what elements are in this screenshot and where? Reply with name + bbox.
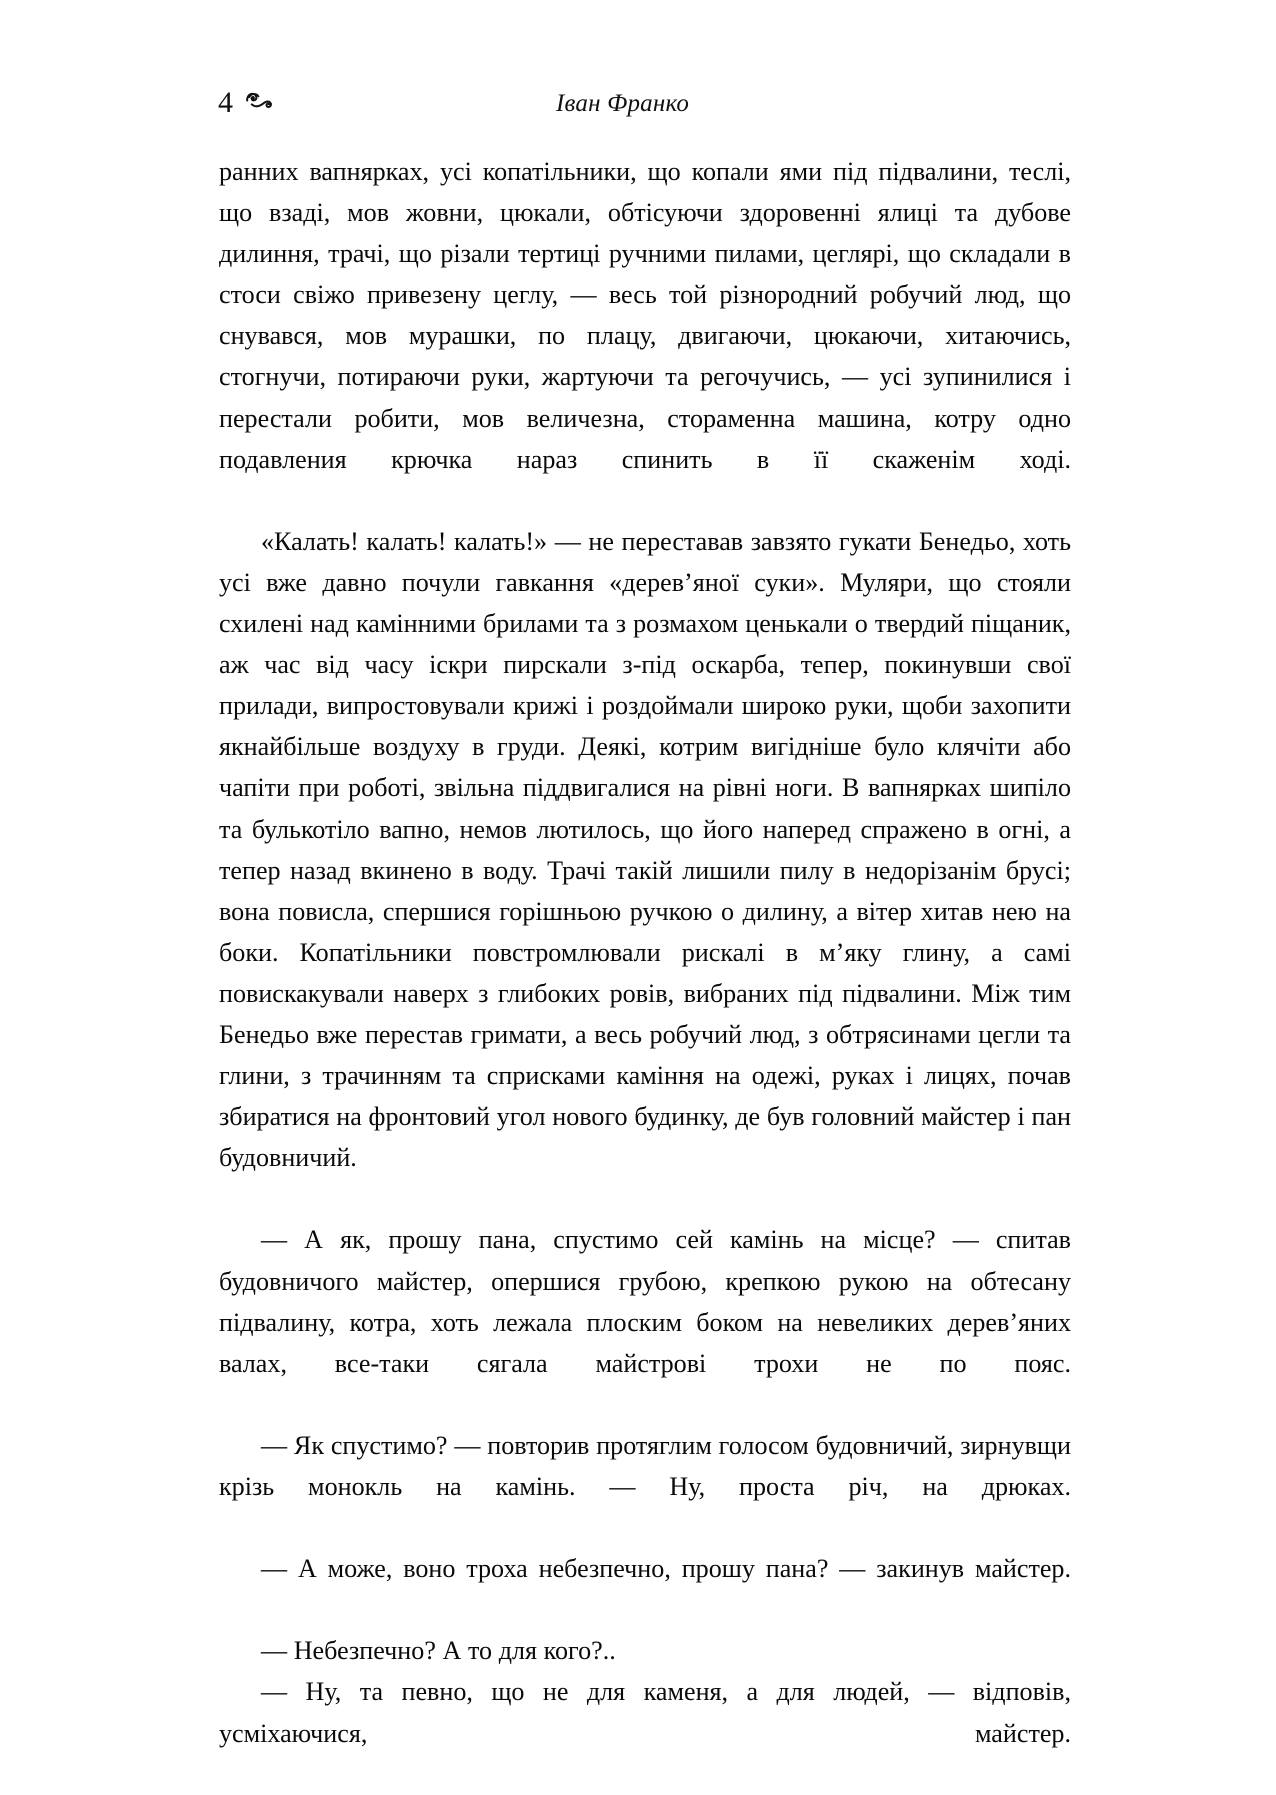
header-author-name: Іван Франко [556, 90, 690, 117]
paragraph: «Калать! калать! калать!» — не переставав завзято гукати Бенедьо, хоть усі вже давно почули гавкання «дерев’яної суки». Муляри, що стояли схилені над камінними брилами та з розмахом ценькали о твердий піщаник, аж час від часу іскри пирскали з-під оскарба, тепер, покинувши свої прилади, випростовували крижі і роздоймали широко руки, щоби захопити якнайбільше воздуху в груди. Деякі, котрим вигідніше було клячіти або чапіти при роботі, звільна піддвигалися на рівні ноги. В вапнярках шипіло та булькотіло вапно, немов лютилось, що його наперед спражено в огні, а тепер назад вкинено в воду. Трачі такій лишили пилу в недорізанім брусі; вона повисла, спершися горішньою ручкою о дилину, а вітер хитав нею на боки. Копатільники повстромлювали рискалі в м’яку глину, а самі повискакували наверх з глибоких ровів, вибраних під підвалини. Між тим Бенедьо вже перестав гримати, а весь робучий люд, з обтрясинами цегли та глини, з трачинням та сприсками каміння на одежі, руках і лицях, почав збиратися на фронтовий угол нового будинку, де був головний майстер і пан будовничий. [219, 526, 1071, 1173]
paragraph-dialogue: — Як спустимо? — повторив протяглим голосом будовничий, зирнувщи крізь монокль на камінь. — Ну, проста річ, на дрюках. [219, 1430, 1071, 1501]
page-number: 4 [218, 86, 234, 119]
paragraph-dialogue: — А може, воно троха небезпечно, прошу пана? — закинув майстер. [261, 1554, 1071, 1584]
running-header [218, 88, 1058, 132]
leaf-flourish-ornament [243, 89, 273, 111]
paragraph: ранних вапнярках, усі копатільники, що копали ями під підвалини, теслі, що взаді, мов жовни, цюкали, обтісуючи здоровенні ялиці та дубове дилиння, трачі, що різали тертиці ручними пилами, цеглярі, що складали в стоси свіжо привезену цеглу, — весь той різнородний робучий люд, що снувався, мов мурашки, по плацу, двигаючи, цюкаючи, хитаючись, стогнучи, потираючи руки, жартуючи та регочучись, — усі зупинилися і перестали робити, мов величезна, стораменна машина, котру одно подавления крючка нараз спинить в її скаженім ході. [219, 157, 1071, 474]
paragraph-dialogue: — А як, прошу пана, спустимо сей камінь на місце? — спитав будовничого майстер, опершися грубою, крепкою рукою на обтесану підвалину, котра, хоть лежала плоским боком на невеликих дерев’яних валах, все-таки сягала майстрові трохи не по пояс. [219, 1225, 1071, 1378]
paragraph-dialogue: — Ну, та певно, що не для каменя, а для людей, — відповів, усміхаючися, майстер. [219, 1677, 1071, 1748]
body-text-block [219, 151, 1071, 1795]
paragraph-dialogue: — Небезпечно? А то для кого?.. [261, 1636, 616, 1666]
folio-group [218, 88, 273, 118]
